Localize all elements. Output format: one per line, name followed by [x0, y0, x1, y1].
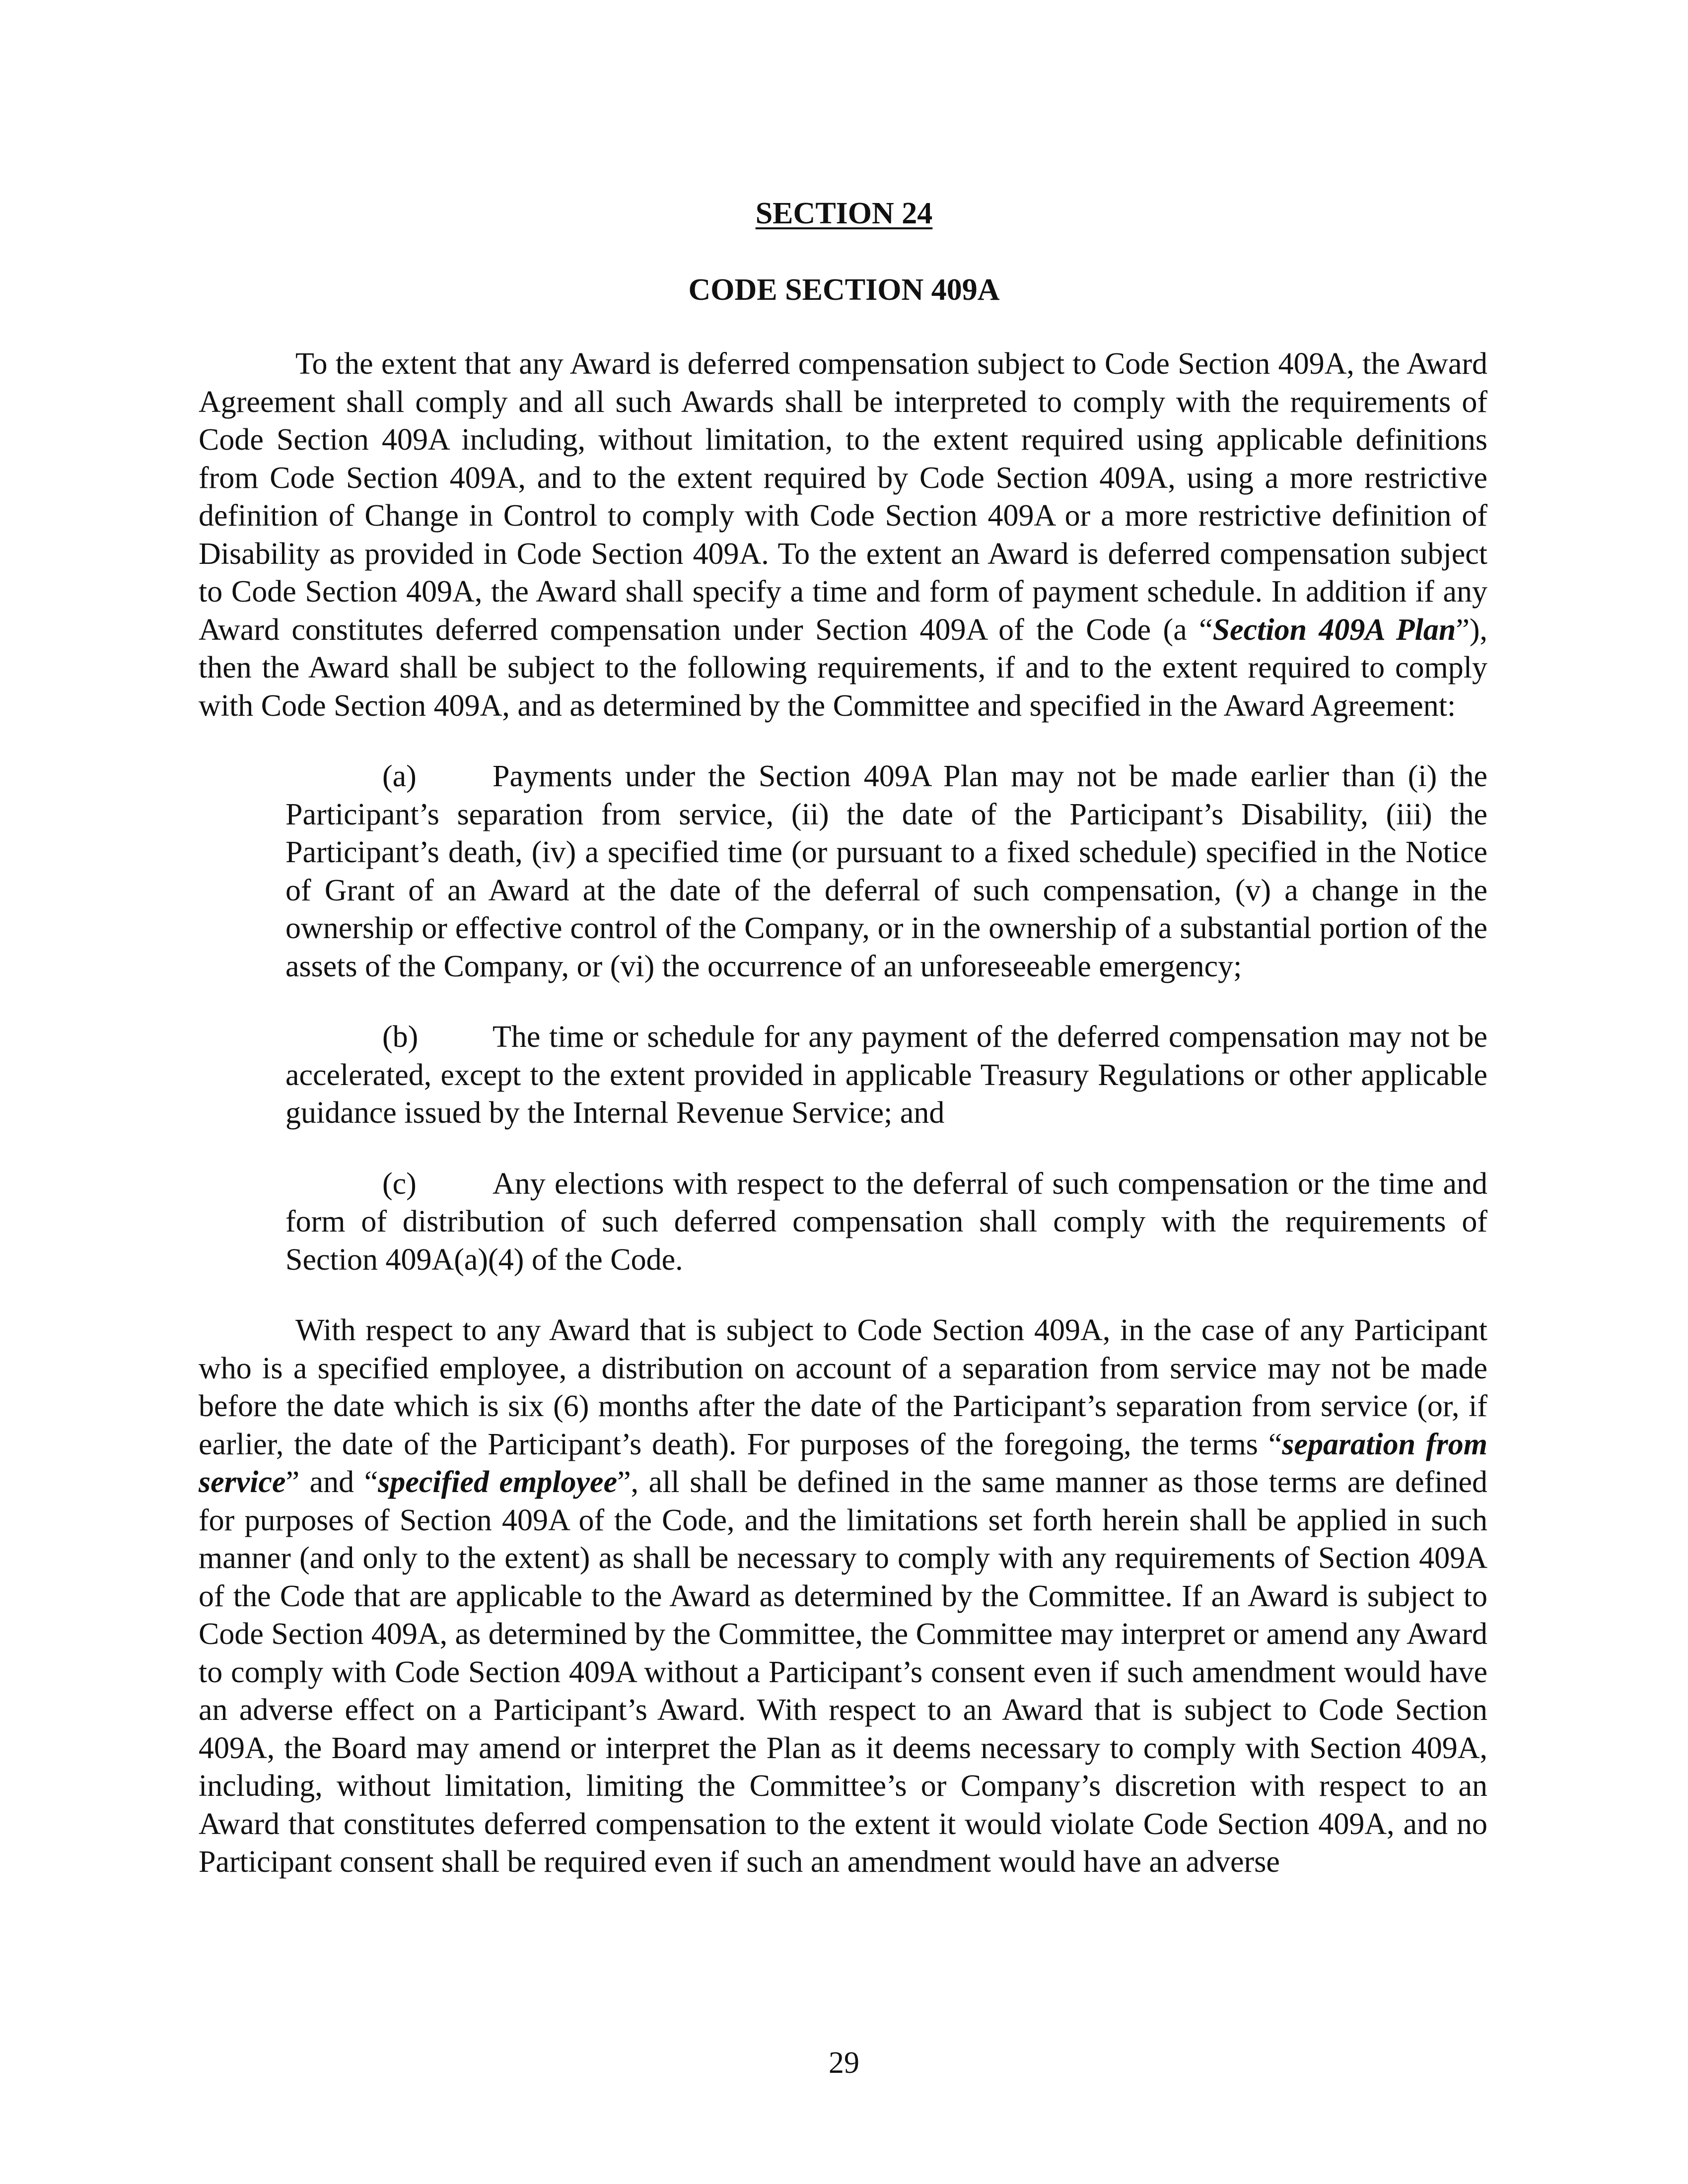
- closing-text-part2: ” and “: [285, 1465, 378, 1499]
- closing-text-part3: ”, all shall be defined in the same manner as those terms are defined for purposes of Section 409A of the Code, and the limitations set forth herein shall be applied in such manner (and only to the extent) as shall be necessary to comply with any requirements of Section 409A of the Code that are applicable to the Award as determined by the Committee. If an Award is subject to Code Section 409A, as determined by the Committee, the Committee may interpret or amend any Award to comply with Code Section 409A without a Participant’s consent even if such amendment would have an adverse effect on a Participant’s Award. With respect to an Award that is subject to Code Section 409A, the Board may amend or interpret the Plan as it deems necessary to comply with Section 409A, including, without limitation, limiting the Committee’s or Company’s discretion with respect to an Award that constitutes deferred compensation to the extent it would violate Code Section 409A, and no Participant consent shall be required even if such an amendment would have an adverse: [199, 1465, 1487, 1879]
- section-title-heading: CODE SECTION 409A: [688, 273, 1000, 307]
- intro-paragraph: [199, 345, 1487, 725]
- list-item-label: (b): [382, 1020, 419, 1054]
- list-item-text: The time or schedule for any payment of the deferred compensation may not be accelerated, except to the extent provided in applicable Treasury Regulations or other applicable guidance issued by the Internal Revenue Service; and: [285, 1020, 1487, 1130]
- list-item-text: Any elections with respect to the deferral of such compensation or the time and form of distribution of such deferred compensation shall comply with the requirements of Section 409A(a)(4) of the Code.: [285, 1166, 1487, 1277]
- list-item-label: (a): [382, 759, 417, 793]
- list-item-a: [285, 757, 1487, 985]
- closing-paragraph: [199, 1311, 1487, 1881]
- defined-term-separation-from-service: separation from service: [199, 1427, 1487, 1499]
- section-number-heading: SECTION 24: [755, 197, 933, 230]
- intro-text-part2: ”), then the Award shall be subject to the following requirements, if and to the extent required to comply with Code Section 409A, and as determined by the Committee and specified in the Award Agreement:: [199, 613, 1487, 723]
- intro-text-part1: To the extent that any Award is deferred compensation subject to Code Section 409A, the Award Agreement shall comply and all such Awards shall be interpreted to comply with the requirements of Code Section 409A including, without limitation, to the extent required using applicable definitions from Code Section 409A, and to the extent required by Code Section 409A, using a more restrictive definition of Change in Control to comply with Code Section 409A or a more restrictive definition of Disability as provided in Code Section 409A. To the extent an Award is deferred compensation subject to Code Section 409A, the Award shall specify a time and form of payment schedule. In addition if any Award constitutes deferred compensation under Section 409A of the Code (a “: [199, 347, 1487, 647]
- closing-text-part1: With respect to any Award that is subject to Code Section 409A, in the case of any Participant who is a specified employee, a distribution on account of a separation from service may not be made before the date which is six (6) months after the date of the Participant’s separation from service (or, if earlier, the date of the Participant’s death). For purposes of the foregoing, the terms “: [199, 1313, 1487, 1461]
- defined-term-section-409a-plan: Section 409A Plan: [1212, 613, 1456, 647]
- list-item-label: (c): [382, 1166, 417, 1201]
- section-body: [199, 345, 1487, 1881]
- list-item-text: Payments under the Section 409A Plan may not be made earlier than (i) the Participant’s separation from service, (ii) the date of the Participant’s Disability, (iii) the Participant’s death, (iv) a specified time (or pursuant to a fixed schedule) specified in the Notice of Grant of an Award at the date of the deferral of such compensation, (v) a change in the ownership or effective control of the Company, or in the ownership of a substantial portion of the assets of the Company, or (vi) the occurrence of an unforeseeable emergency;: [285, 759, 1487, 983]
- page-number: 29: [829, 2046, 859, 2080]
- list-item-b: [285, 1018, 1487, 1132]
- defined-term-specified-employee: specified employee: [378, 1465, 618, 1499]
- list-item-c: [285, 1165, 1487, 1279]
